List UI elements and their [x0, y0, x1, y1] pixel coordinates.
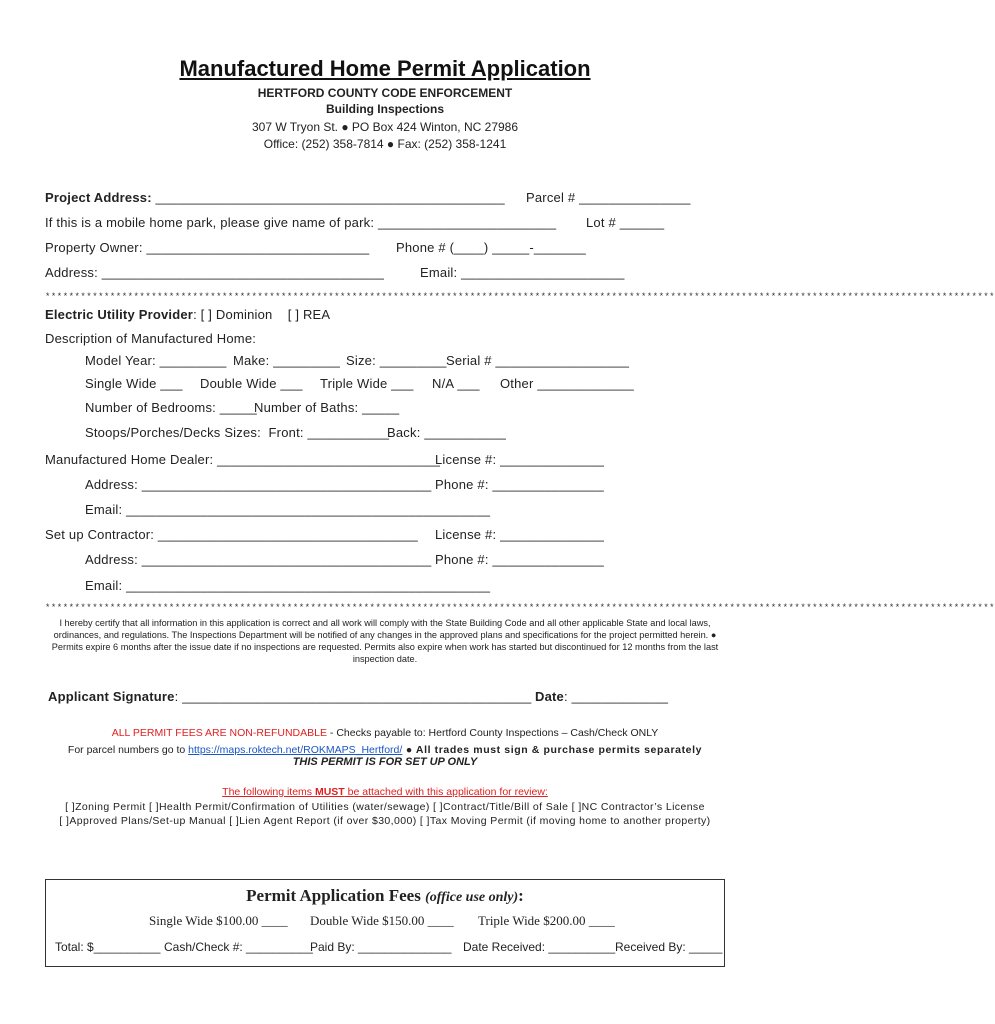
signature-date-label: Date — [535, 689, 564, 704]
department-name: Building Inspections — [325, 102, 444, 116]
project-address-line: _______________________________________________ — [151, 190, 505, 205]
page-title: Manufactured Home Permit Application — [179, 56, 591, 81]
attachments-heading — [0, 786, 770, 798]
property-owner-field[interactable]: Property Owner: ______________________________ — [45, 240, 370, 255]
setup-only-notice: THIS PERMIT IS FOR SET UP ONLY — [292, 756, 478, 768]
double-wide-option[interactable]: Double Wide ___ — [200, 376, 303, 391]
contractor-address-field[interactable]: Address: _______________________________________ — [85, 552, 432, 567]
utility-provider-field[interactable] — [45, 307, 330, 322]
triple-wide-fee[interactable]: Triple Wide $200.00 ____ — [478, 913, 615, 928]
dealer-address-field[interactable]: Address: _______________________________________ — [85, 477, 432, 492]
triple-wide-option[interactable]: Triple Wide ___ — [320, 376, 414, 391]
contractor-name-field[interactable]: Set up Contractor: ___________________________________ — [45, 527, 418, 542]
attach-post: be attached with this application for review: — [344, 786, 548, 798]
attachments-checklist-1[interactable]: [ ]Zoning Permit [ ]Health Permit/Confirmation of Utilities (water/sewage) [ ]Contract/Title/Bill of Sale [ ]NC Contractor’s License — [65, 801, 705, 813]
trades-notice: ● All trades must sign & purchase permits separately — [402, 744, 703, 756]
fee-title-colon: : — [518, 886, 524, 905]
paid-by-field[interactable]: Paid By: ______________ — [310, 940, 452, 954]
section-divider: ***************************************************************************************************************************************************************** — [45, 292, 995, 302]
agency-name: HERTFORD COUNTY CODE ENFORCEMENT — [257, 86, 513, 100]
total-field[interactable]: Total: $__________ — [55, 940, 161, 954]
office-phone: Office: (252) 358-7814 ● Fax: (252) 358-1241 — [263, 137, 507, 151]
office-address: 307 W Tryon St. ● PO Box 424 Winton, NC 27986 — [251, 120, 519, 134]
contractor-phone-field[interactable]: Phone #: _______________ — [435, 552, 604, 567]
na-option[interactable]: N/A ___ — [432, 376, 480, 391]
make-field[interactable]: Make: _________ — [233, 353, 341, 368]
signature-label: Applicant Signature — [48, 689, 175, 704]
utility-provider-label: Electric Utility Provider — [45, 307, 194, 322]
non-refundable-notice: ALL PERMIT FEES ARE NON-REFUNDABLE — [111, 727, 327, 739]
serial-field[interactable]: Serial # __________________ — [446, 353, 630, 368]
contractor-email-field[interactable]: Email: _________________________________________________ — [85, 578, 491, 593]
single-wide-fee[interactable]: Single Wide $100.00 ____ — [149, 913, 288, 928]
fee-box — [45, 879, 725, 967]
back-porch-field[interactable]: Back: ___________ — [387, 425, 507, 440]
attach-pre: The following items — [222, 786, 315, 798]
attachments-checklist-2[interactable]: [ ]Approved Plans/Set-up Manual [ ]Lien Agent Report (if over $30,000) [ ]Tax Moving Permit (if moving home to another property) — [59, 815, 711, 827]
dealer-phone-field[interactable]: Phone #: _______________ — [435, 477, 604, 492]
park-name-field[interactable]: If this is a mobile home park, please give name of park: ________________________ — [45, 215, 557, 230]
dealer-name-field[interactable]: Manufactured Home Dealer: ______________________________ — [45, 452, 441, 467]
baths-field[interactable]: Number of Baths: _____ — [254, 400, 400, 415]
signature-line: : _______________________________________________ — [174, 689, 532, 704]
owner-address-field[interactable]: Address: ______________________________________ — [45, 265, 385, 280]
description-heading: Description of Manufactured Home: — [45, 331, 257, 346]
owner-phone-field[interactable]: Phone # (____) _____-_______ — [396, 240, 586, 255]
parcel-field[interactable]: Parcel # _______________ — [526, 190, 691, 205]
double-wide-fee[interactable]: Double Wide $150.00 ____ — [310, 913, 454, 928]
fees-note — [0, 727, 770, 739]
signature-date-field[interactable] — [535, 689, 668, 704]
project-address-field[interactable] — [45, 190, 505, 205]
rokmaps-link[interactable]: https://maps.roktech.net/ROKMAPS_Hertford/ — [188, 744, 403, 756]
attach-must: MUST — [314, 786, 345, 798]
received-by-field[interactable]: Received By: _____ — [615, 940, 723, 954]
applicant-signature-field[interactable] — [48, 689, 531, 704]
other-option[interactable]: Other _____________ — [500, 376, 634, 391]
parcel-note — [0, 744, 770, 756]
bedrooms-field[interactable]: Number of Bedrooms: _____ — [85, 400, 257, 415]
parcel-prefix: For parcel numbers go to — [67, 744, 189, 756]
model-year-field[interactable]: Model Year: _________ — [85, 353, 227, 368]
contractor-license-field[interactable]: License #: ______________ — [435, 527, 605, 542]
fee-title-note: (office use only) — [425, 890, 519, 905]
fee-box-title — [46, 886, 724, 906]
single-wide-option[interactable]: Single Wide ___ — [85, 376, 183, 391]
dealer-email-field[interactable]: Email: _________________________________________________ — [85, 502, 491, 517]
fee-title-text: Permit Application Fees — [246, 886, 421, 905]
size-field[interactable]: Size: _________ — [346, 353, 447, 368]
front-porch-field[interactable]: Stoops/Porches/Decks Sizes: Front: ___________ — [85, 425, 390, 440]
owner-email-field[interactable]: Email: ______________________ — [420, 265, 625, 280]
section-divider-2: ***************************************************************************************************************************************************************** — [45, 603, 995, 613]
payment-instructions: - Checks payable to: Hertford County Inspections – Cash/Check ONLY — [327, 727, 659, 739]
utility-provider-options: : [ ] Dominion [ ] REA — [193, 307, 331, 322]
lot-field[interactable]: Lot # ______ — [586, 215, 665, 230]
date-received-field[interactable]: Date Received: __________ — [463, 940, 616, 954]
certification-text: I hereby certify that all information in this application is correct and all work will comply with the State Building Code and all other applicable State and local laws, ordinances, and regulations. The Inspections Department will be notified of any changes in the approved plans and specifications for the project permitted herein. ● Permits expire 6 months after the issue date if no inspections are requested. Permits also expire when work has started but discontinued for 12 months from the last inspection date. — [51, 618, 719, 664]
project-address-label: Project Address: — [45, 190, 152, 205]
cash-check-field[interactable]: Cash/Check #: __________ — [164, 940, 313, 954]
dealer-license-field[interactable]: License #: ______________ — [435, 452, 605, 467]
signature-date-line: : _____________ — [563, 689, 669, 704]
